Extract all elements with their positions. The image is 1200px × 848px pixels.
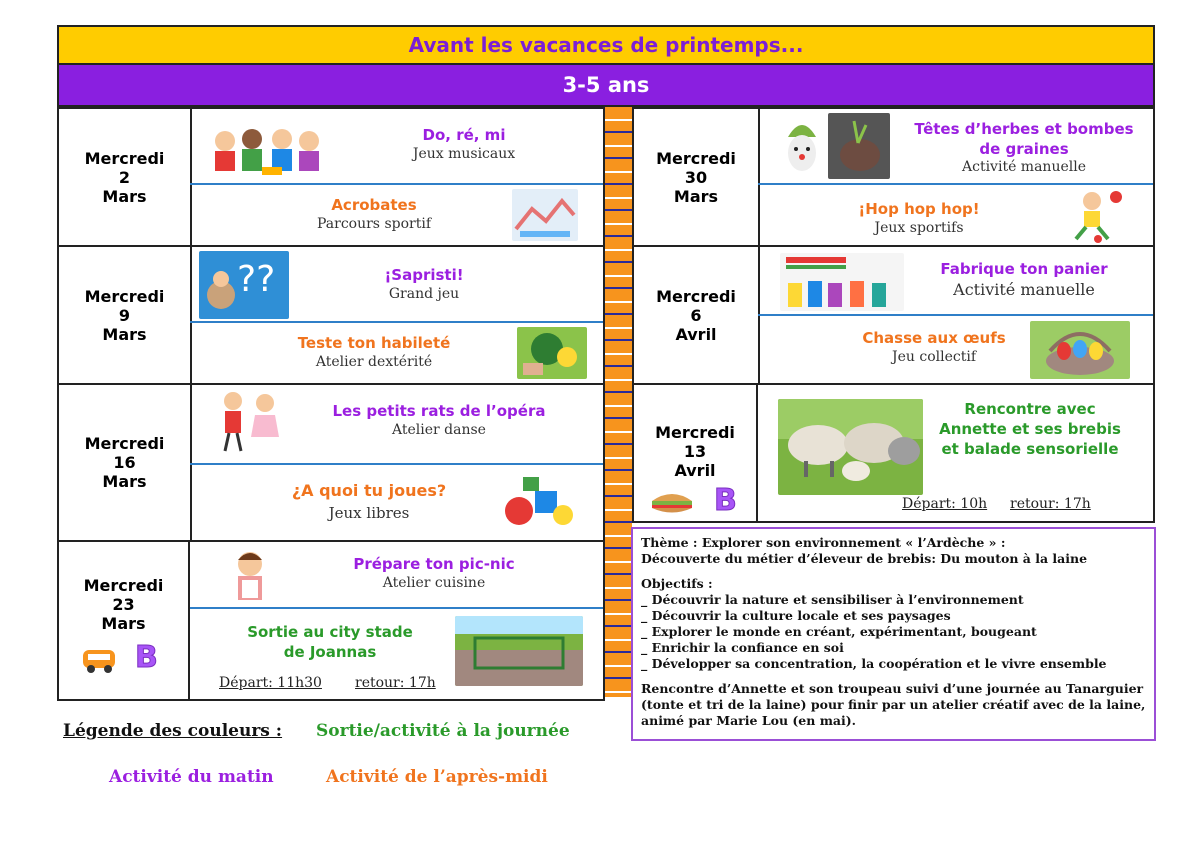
legend-title: Légende des couleurs : xyxy=(63,721,283,741)
center-divider-strip xyxy=(604,107,632,697)
bus-badge-letter: B xyxy=(135,640,158,675)
objective-item: _ Enrichir la confiance en soi xyxy=(641,640,844,655)
day-block-6-avril xyxy=(632,247,1155,385)
departure-time: Départ: 10h xyxy=(902,496,988,512)
morning-activity-type: Activité manuelle xyxy=(953,280,1095,299)
afternoon-activity-name: Teste ton habileté xyxy=(297,334,451,352)
slot-separator xyxy=(190,321,603,323)
age-group-banner: 3-5 ans xyxy=(57,65,1155,107)
objective-item: _ Explorer le monde en créant, expérimentant, bougeant xyxy=(641,624,1037,639)
objective-item: _ Développer sa concentration, la coopération et le vivre ensemble xyxy=(641,656,1107,671)
day-date: Mercredi 30 Mars xyxy=(634,109,760,245)
bus-icon xyxy=(81,646,119,674)
afternoon-activity-name: ¿A quoi tu joues? xyxy=(291,481,447,500)
cook-girl-illustration xyxy=(223,548,277,604)
morning-activity-type: Jeux musicaux xyxy=(412,146,516,162)
meal-badge-letter: B xyxy=(714,483,737,518)
sheep-photo xyxy=(778,399,923,495)
jumping-child-illustration xyxy=(1062,187,1126,243)
return-time: retour: 17h xyxy=(355,675,436,691)
afternoon-activity-name: Chasse aux œufs xyxy=(862,329,1006,347)
question-marks-illustration xyxy=(199,251,289,319)
slot-separator xyxy=(190,463,603,465)
page-title: Avant les vacances de printemps... xyxy=(57,25,1155,65)
morning-activity-name: ¡Sapristi! xyxy=(384,266,464,284)
city-stade-photo xyxy=(455,616,583,686)
afternoon-activity-type: Parcours sportif xyxy=(317,216,431,232)
morning-activity-type: Atelier cuisine xyxy=(382,575,486,591)
dancing-children-illustration xyxy=(211,389,287,455)
theme-discovery-line: Découverte du métier d’éleveur de brebis: Du mouton à la laine xyxy=(641,551,1088,566)
obstacle-course-photo xyxy=(512,189,578,241)
slot-separator xyxy=(758,183,1153,185)
morning-activity-name: Do, ré, mi xyxy=(422,126,506,144)
theme-line: Thème : Explorer son environnement « l’Ardèche » : xyxy=(641,535,1006,550)
toys-illustration xyxy=(499,471,579,533)
sandwich-icon xyxy=(650,491,694,515)
svg-text:??: ?? xyxy=(237,259,276,300)
rencontre-description: Rencontre d’Annette et son troupeau suivi d’une journée au Tanarguier (tonte et tri de la laine) pour finir par un atelier créatif avec de la laine, animé par Marie Lou (en mai). xyxy=(641,681,1146,728)
objective-item: _ Découvrir la culture locale et ses paysages xyxy=(641,608,951,623)
slot-separator xyxy=(190,183,603,185)
day-date: Mercredi 2 Mars xyxy=(59,109,192,245)
legend-fullday: Sortie/activité à la journée xyxy=(316,721,570,741)
day-date: Mercredi 13 Avril xyxy=(634,385,758,521)
departure-time: Départ: 11h30 xyxy=(219,675,322,691)
fullday-activity-name: Sortie au city stade de Joannas xyxy=(247,623,413,661)
afternoon-activity-type: Jeu collectif xyxy=(892,349,976,365)
day-date: Mercredi 9 Mars xyxy=(59,247,192,383)
objectives-title: Objectifs : xyxy=(641,576,713,591)
day-block-13-avril xyxy=(632,385,1155,523)
morning-activity-name: Prépare ton pic-nic xyxy=(353,555,515,573)
afternoon-activity-name: Acrobates xyxy=(331,196,417,214)
legend-afternoon: Activité de l’après-midi xyxy=(326,767,548,787)
day-block-30-mars xyxy=(632,107,1155,247)
morning-activity-type: Activité manuelle xyxy=(962,159,1086,175)
slot-separator xyxy=(190,607,603,609)
easter-eggs-basket-photo xyxy=(1030,321,1130,379)
day-block-16-mars xyxy=(57,385,605,542)
afternoon-activity-name: ¡Hop hop hop! xyxy=(858,200,980,218)
objective-item: _ Découvrir la nature et sensibiliser à l’environnement xyxy=(641,592,1024,607)
morning-activity-type: Grand jeu xyxy=(388,286,460,302)
day-date: Mercredi 23 Mars xyxy=(59,542,190,699)
day-block-23-mars xyxy=(57,542,605,701)
slot-separator xyxy=(758,314,1153,316)
return-time: retour: 17h xyxy=(1010,496,1091,512)
children-music-illustration xyxy=(207,123,327,179)
morning-activity-name: Têtes d’herbes et bombes de graines xyxy=(914,120,1134,158)
craft-hands-photo xyxy=(780,253,904,311)
grass-head-photo xyxy=(784,113,820,181)
morning-activity-name: Les petits rats de l’opéra xyxy=(332,402,546,420)
afternoon-activity-type: Atelier dextérité xyxy=(315,354,433,370)
day-date: Mercredi 16 Mars xyxy=(59,385,192,540)
day-date: Mercredi 6 Avril xyxy=(634,247,760,383)
fullday-activity-name: Rencontre avec Annette et ses brebis et balade sensorielle xyxy=(939,400,1121,458)
morning-activity-name: Fabrique ton panier xyxy=(940,260,1108,278)
morning-activity-type: Atelier danse xyxy=(392,422,486,438)
day-block-9-mars xyxy=(57,247,605,385)
day-block-2-mars xyxy=(57,107,605,247)
seed-bomb-photo xyxy=(828,113,890,179)
legend-morning: Activité du matin xyxy=(109,767,274,787)
afternoon-activity-type: Jeux libres xyxy=(328,504,410,522)
theme-objectives-box xyxy=(631,527,1156,741)
afternoon-activity-type: Jeux sportifs xyxy=(874,220,964,236)
dexterity-game-photo xyxy=(517,327,587,379)
